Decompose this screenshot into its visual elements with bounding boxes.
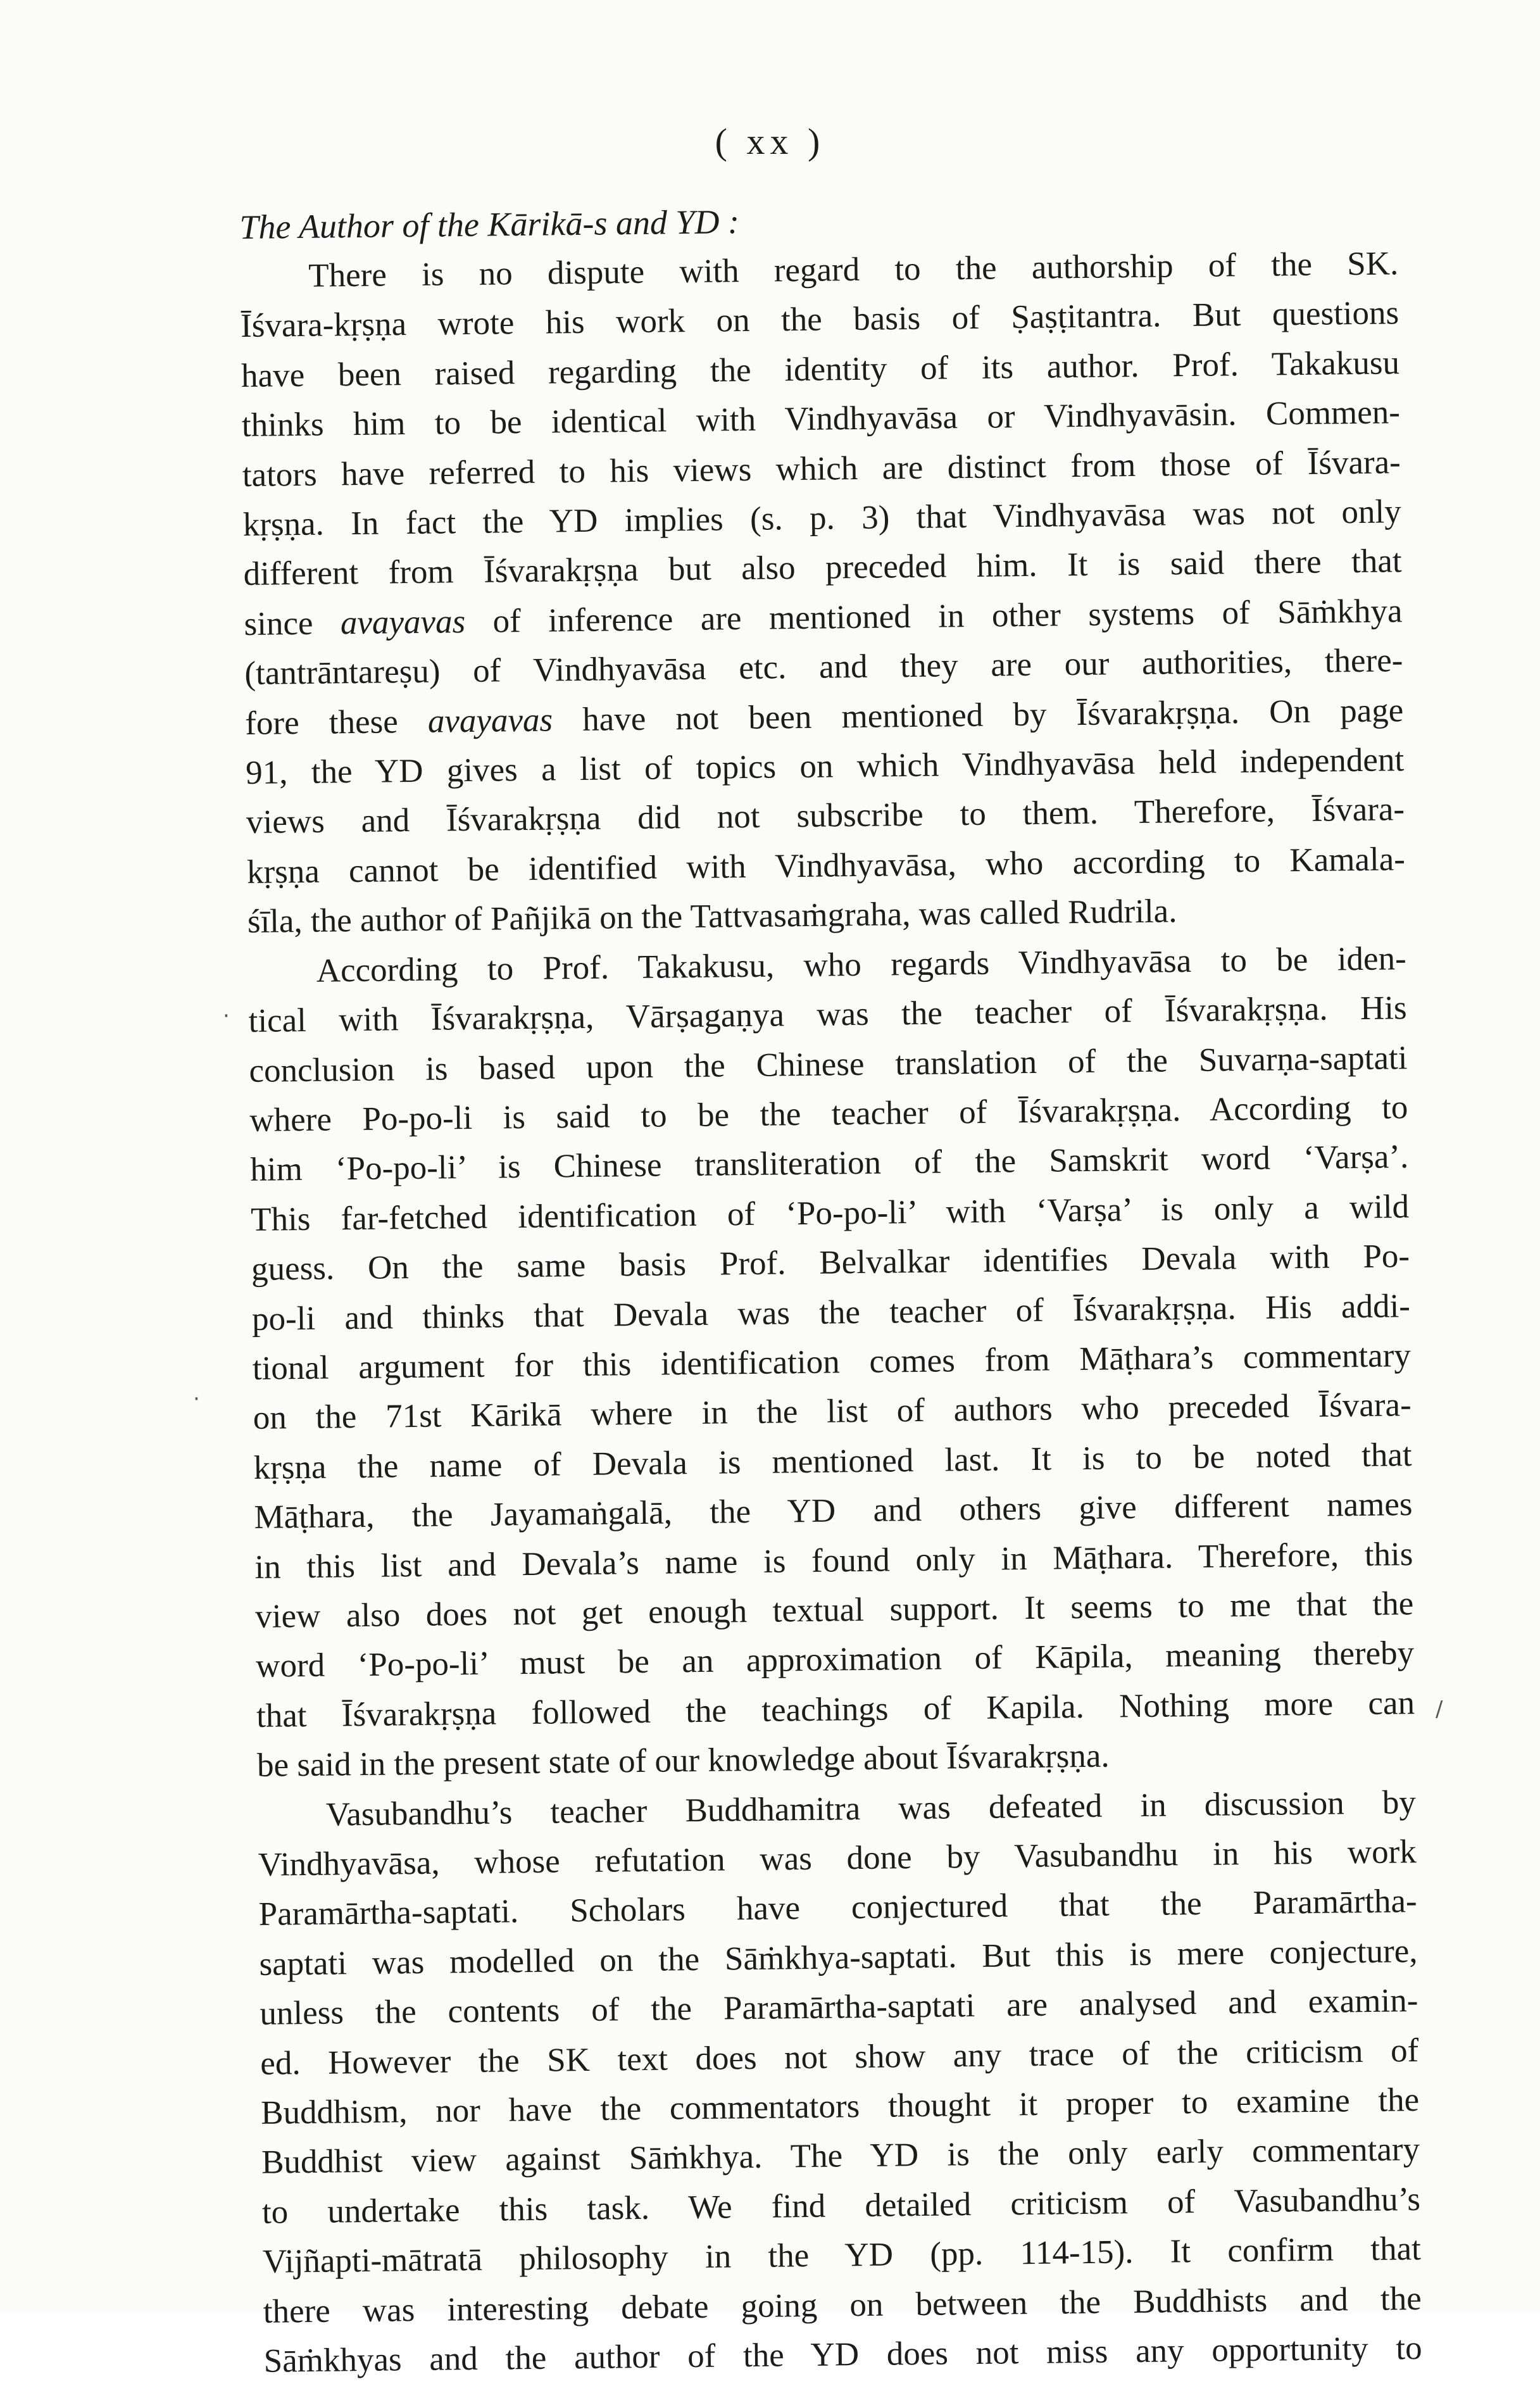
text-line: since avayavas of inference are mentioned in other systems of Sāṁkhya [244, 593, 1403, 643]
text-line: Sāṁkhyas and the author of the YD does not miss any opportunity to [263, 2330, 1422, 2380]
text-line: conclusion is based upon the Chinese translation of the Suvarṇa-saptati [249, 1039, 1408, 1089]
text-line: on the 71st Kārikā where in the list of authors who preceded Īśvara- [253, 1386, 1412, 1437]
text-line: different from Īśvarakṛṣṇa but also preceded him. It is said there that [243, 543, 1402, 593]
margin-dot-mark: · [193, 1386, 200, 1412]
text-line: tators have referred to his views which are distinct from those of Īśvara- [242, 443, 1401, 494]
text-line: unless the contents of the Paramārtha-saptati are analysed and examin- [260, 1982, 1418, 2033]
paragraph-3 [257, 1778, 1422, 2386]
section-heading: The Author of the Kārikā-s and YD : [239, 203, 740, 246]
text-line: kṛṣṇa cannot be identified with Vindhyavāsa, who according to Kamala- [246, 841, 1406, 891]
text-line: śīla, the author of Pañjikā on the Tattvasaṁgraha, was called Rudrila. [247, 893, 1177, 941]
text-line: word ‘Po-po-li’ must be an approximation of Kāpila, meaning thereby [255, 1635, 1415, 1685]
text-line: him ‘Po-po-li’ is Chinese transliteration of the Samskrit word ‘Varṣa’. [250, 1138, 1409, 1189]
text-line: Vijñapti-mātratā philosophy in the YD (pp. 114-15). It confirm that [262, 2230, 1422, 2281]
text-line: be said in the present state of our knowledge about Īśvarakṛṣṇa. [256, 1737, 1110, 1785]
text-line: ed. However the SK text does not show any trace of the criticism of [260, 2031, 1419, 2082]
text-line: view also does not get enough textual support. It seems to me that the [255, 1585, 1414, 1635]
text-line: fore these avayavas have not been mentioned by Īśvarakṛṣṇa. On page [245, 691, 1404, 742]
margin-dot-mark: · [223, 1003, 230, 1029]
margin-correction-mark: / [1436, 1697, 1443, 1722]
text-line: po-li and thinks that Devala was the teacher of Īśvarakṛṣṇa. His addi- [251, 1287, 1411, 1338]
text-line: to undertake this task. We find detailed criticism of Vasubandhu’s [261, 2180, 1421, 2231]
text-line: 91, the YD gives a list of topics on which Vindhyavāsa held independent [245, 741, 1405, 792]
text-line: tical with Īśvarakṛṣṇa, Vārṣagaṇya was the teacher of Īśvarakṛṣṇa. His [248, 989, 1407, 1040]
text-line: There is no dispute with regard to the authorship of the SK. [308, 245, 1399, 294]
text-line: Paramārtha-saptati. Scholars have conjectured that the Paramārtha- [258, 1883, 1417, 1933]
italic-term: avayavas [427, 701, 553, 740]
text-line: views and Īśvarakṛṣṇa did not subscribe to them. Therefore, Īśvara- [246, 791, 1405, 841]
text-line: kṛṣṇa the name of Devala is mentioned last. It is to be noted that [253, 1436, 1412, 1486]
text-line: (tantrāntareṣu) of Vindhyavāsa etc. and they are our authorities, there- [244, 642, 1403, 693]
text-line: have been raised regarding the identity of its author. Prof. Takakusu [241, 344, 1400, 394]
text-line: that Īśvarakṛṣṇa followed the teachings of Kapila. Nothing more can [256, 1684, 1415, 1735]
text-line: Buddhism, nor have the commentators thought it proper to examine the [260, 2081, 1420, 2132]
text-line: This far-fetched identification of ‘Po-po-li’ with ‘Varṣa’ is only a wild [250, 1188, 1410, 1238]
text-line: tional argument for this identification comes from Māṭhara’s commentary [252, 1337, 1412, 1387]
text-line: According to Prof. Takakusu, who regards Vindhyavāsa to be iden- [316, 939, 1406, 989]
text-line: Buddhist view against Sāṁkhya. The YD is the only early commentary [261, 2131, 1420, 2182]
body-text [239, 189, 1422, 2386]
text-line: Vasubandhu’s teacher Buddhamitra was defeated in discussion by [325, 1783, 1417, 1833]
text-line: Īśvara-kṛṣṇa wrote his work on the basis of Ṣaṣṭitantra. But questions [240, 294, 1399, 345]
text-line: thinks him to be identical with Vindhyavāsa or Vindhyavāsin. Commen- [241, 394, 1401, 444]
text-line: kṛṣṇa. In fact the YD implies (s. p. 3) that Vindhyavāsa was not only [242, 493, 1401, 543]
paragraph-1 [240, 239, 1406, 946]
text-line: there was interesting debate going on between the Buddhists and the [263, 2280, 1422, 2330]
text-line: Māṭhara, the Jayamaṅgalā, the YD and others give different names [254, 1486, 1413, 1536]
text-line: in this list and Devala’s name is found only in Māṭhara. Therefore, this [254, 1535, 1413, 1586]
text-line: where Po-po-li is said to be the teacher of Īśvarakṛṣṇa. According to [249, 1089, 1408, 1139]
page-number: ( xx ) [715, 121, 825, 162]
text-line: guess. On the same basis Prof. Belvalkar identifies Devala with Po- [251, 1238, 1410, 1288]
italic-term: avayavas [340, 603, 466, 642]
text-line: saptati was modelled on the Sāṁkhya-saptati. But this is mere conjecture, [259, 1932, 1418, 1983]
paragraph-2 [247, 934, 1415, 1791]
text-line: Vindhyavāsa, whose refutation was done by Vasubandhu in his work [258, 1833, 1417, 1883]
